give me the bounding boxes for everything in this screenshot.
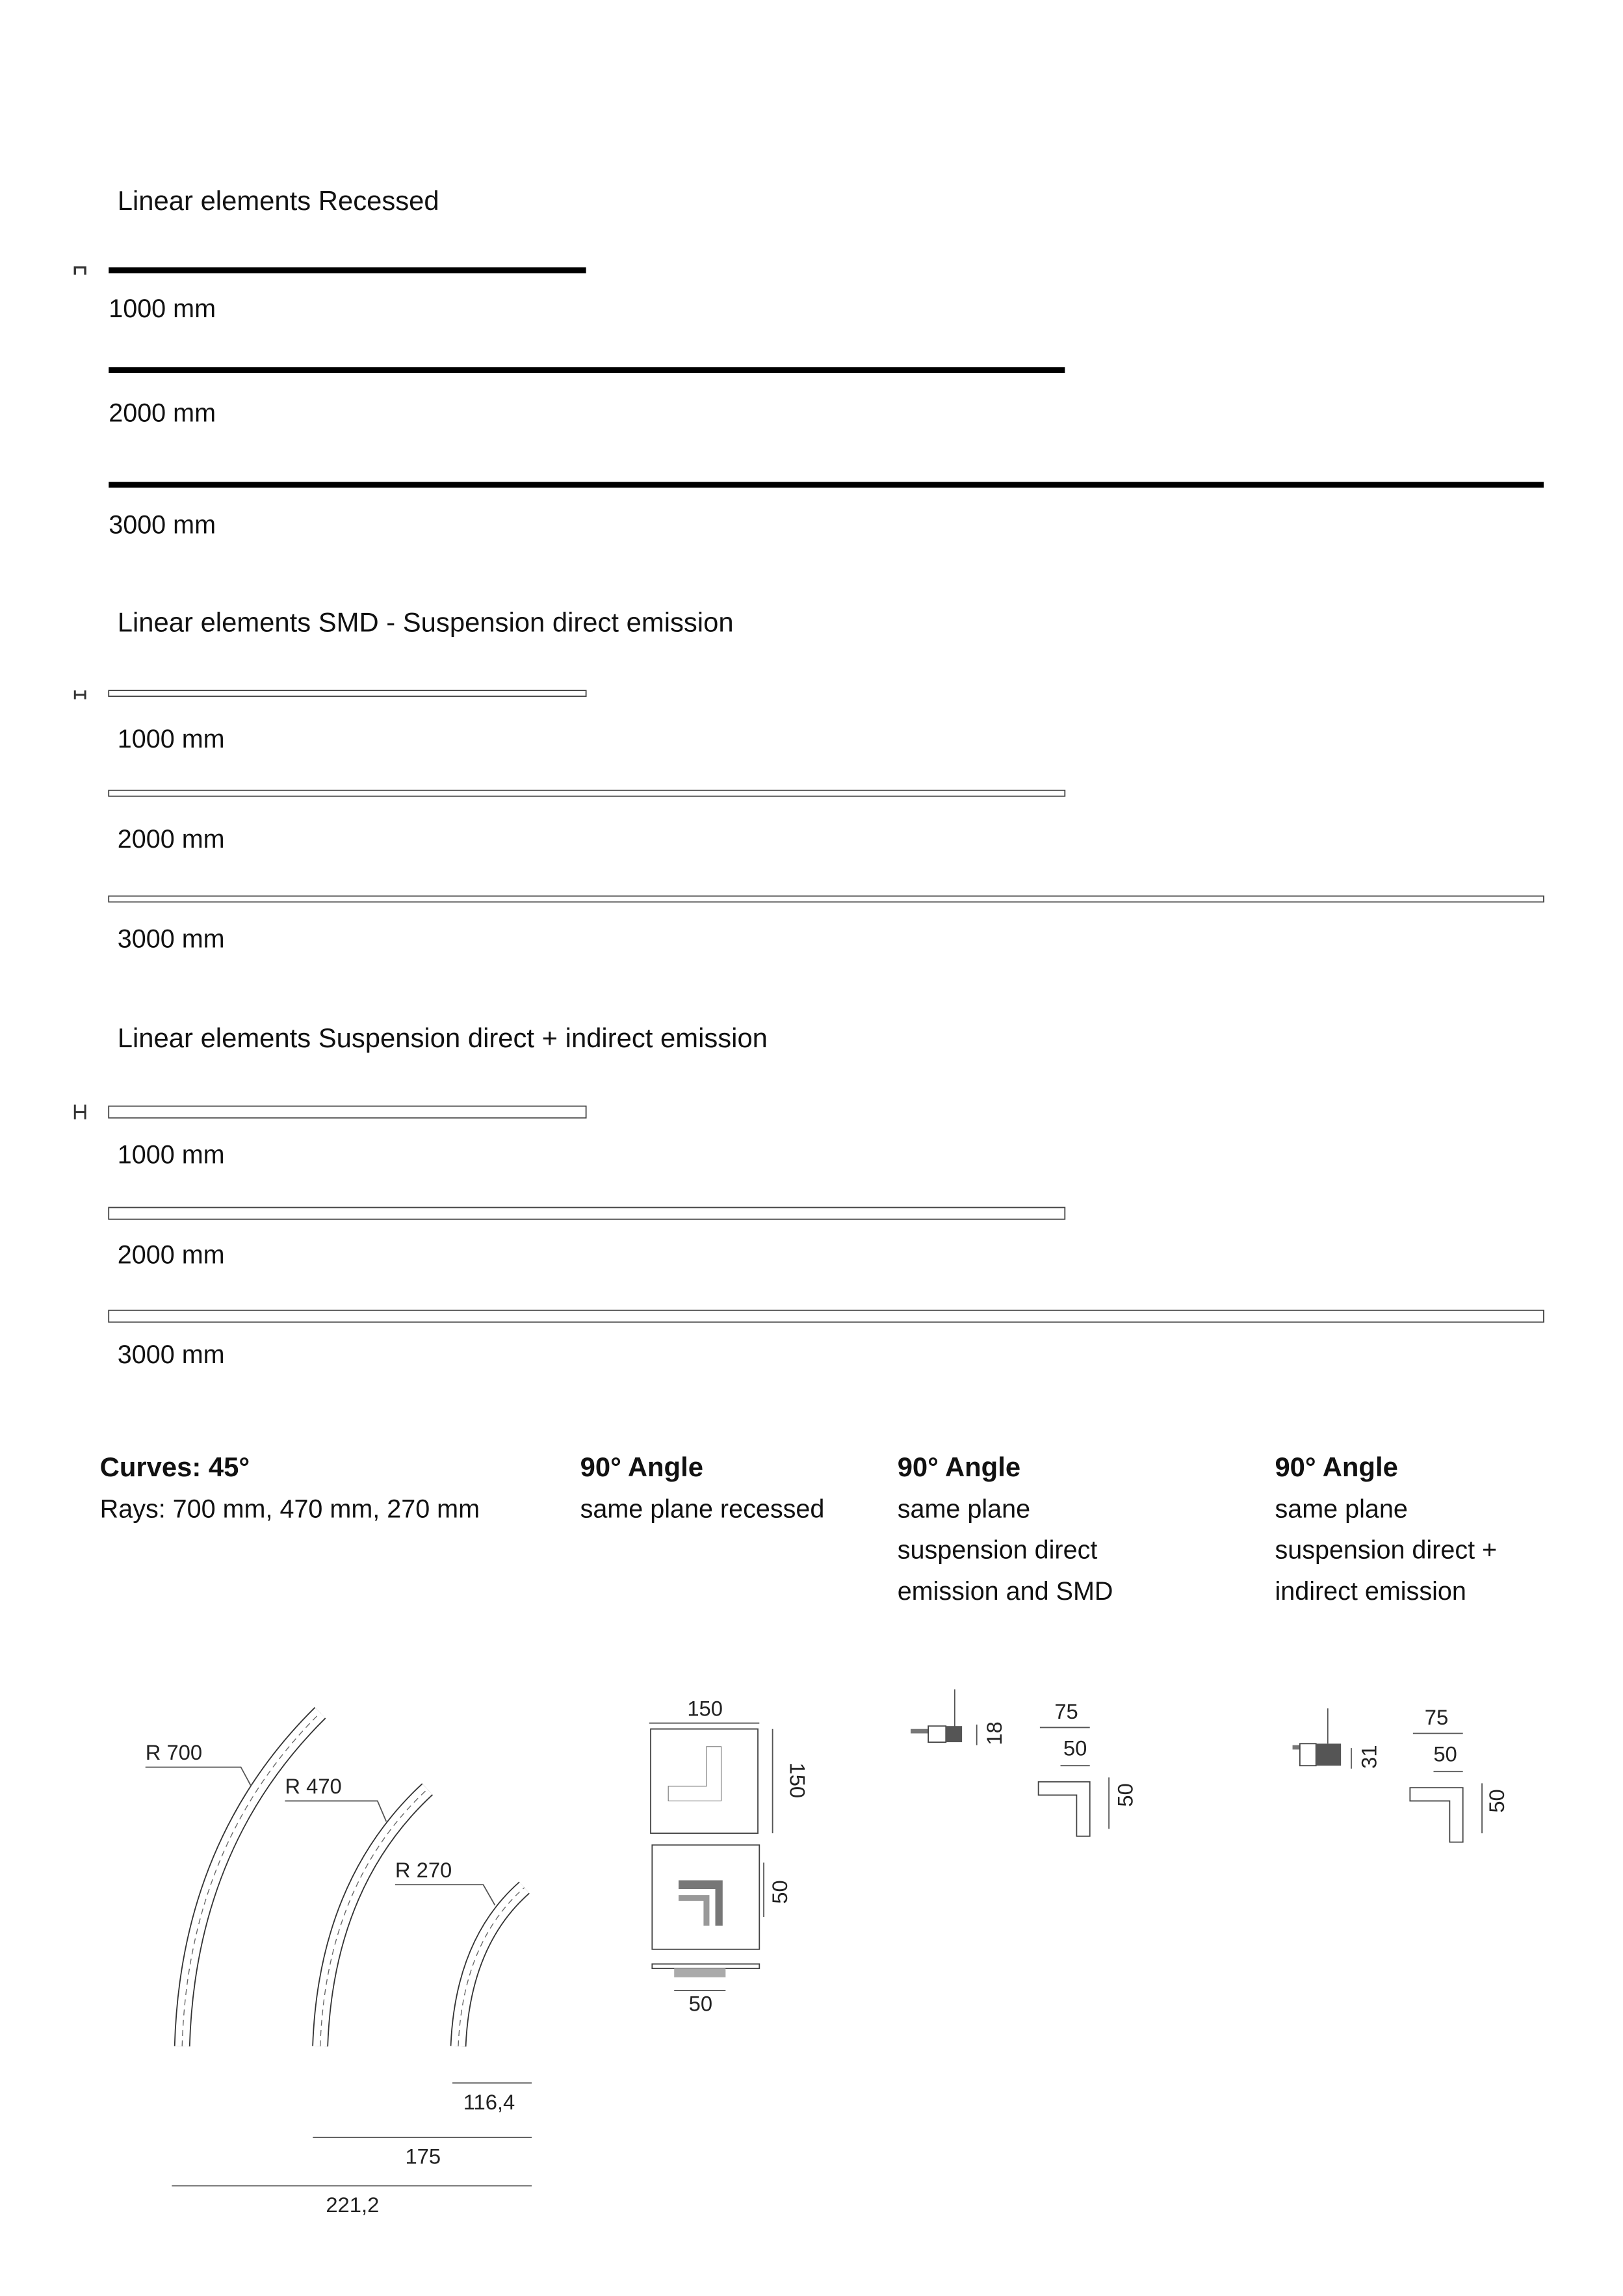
- label-direct-indirect-1000: 1000 mm: [117, 1140, 225, 1169]
- accessory-line: indirect emission: [1275, 1576, 1466, 1606]
- accessory-title: 90° Angle: [897, 1452, 1021, 1483]
- dimension-label: 50: [1113, 1783, 1137, 1807]
- label-smd-1000: 1000 mm: [117, 725, 225, 754]
- dimension-label: 50: [688, 1991, 713, 2016]
- accessory-title: 90° Angle: [1275, 1452, 1398, 1483]
- dimension-label: 150: [687, 1696, 723, 1721]
- dimension-label: 50: [1484, 1789, 1509, 1813]
- curves-drawing: [146, 1713, 532, 2217]
- accessory-angle-smd: [898, 1452, 1113, 1606]
- accessory-line: emission and SMD: [897, 1576, 1113, 1606]
- label-recessed-1000: 1000 mm: [109, 294, 216, 324]
- dimension-label: 150: [785, 1762, 810, 1799]
- curve-r700: [182, 1713, 320, 2046]
- dimension-label: 50: [1063, 1736, 1087, 1760]
- radius-label: R 700: [145, 1740, 203, 1765]
- bar-direct-indirect-1000: [109, 1106, 586, 1118]
- accessory-line: suspension direct: [897, 1535, 1098, 1565]
- label-direct-indirect-3000: 3000 mm: [117, 1340, 225, 1370]
- smd-profile-icon: [75, 690, 85, 699]
- bar-recessed-1000: [109, 267, 586, 273]
- accessory-line: suspension direct +: [1275, 1535, 1498, 1565]
- accessory-angle-direct-indirect: [1275, 1452, 1497, 1606]
- bar-smd-2000: [109, 790, 1065, 796]
- dimension-label: 18: [982, 1721, 1007, 1745]
- angle-recessed-drawing: [649, 1696, 810, 2015]
- accessory-line: same plane: [1275, 1494, 1408, 1524]
- bar-direct-indirect-2000: [109, 1208, 1065, 1220]
- accessory-title: 90° Angle: [580, 1452, 703, 1483]
- bar-recessed-3000: [109, 482, 1544, 488]
- label-smd-3000: 3000 mm: [117, 924, 225, 954]
- section-title-direct-indirect: Linear elements Suspension direct + indirect emission: [117, 1023, 768, 1054]
- accessory-line: same plane recessed: [580, 1494, 825, 1524]
- section-title-recessed: Linear elements Recessed: [117, 185, 439, 216]
- radius-label: R 270: [395, 1857, 452, 1882]
- curve-r470: [320, 1789, 428, 2046]
- dimension-label: 75: [1054, 1699, 1078, 1723]
- direct-indirect-profile-icon: [75, 1104, 85, 1119]
- accessory-title: Curves: 45°: [99, 1452, 250, 1483]
- accessory-line: Rays: 700 mm, 470 mm, 270 mm: [99, 1494, 480, 1524]
- accessory-line: same plane: [897, 1494, 1031, 1524]
- dimension-label: 221,2: [326, 2193, 380, 2217]
- dimension-label: 50: [1433, 1742, 1457, 1766]
- section-title-smd: Linear elements SMD - Suspension direct emission: [117, 607, 734, 638]
- label-recessed-2000: 2000 mm: [109, 398, 216, 428]
- label-smd-2000: 2000 mm: [117, 824, 225, 854]
- bar-smd-3000: [109, 896, 1544, 902]
- dimension-label: 75: [1424, 1704, 1449, 1729]
- dimension-label: 116,4: [463, 2089, 515, 2114]
- accessory-curves: [100, 1452, 480, 1523]
- radius-label: R 470: [285, 1774, 342, 1799]
- curve-r270: [458, 1888, 525, 2046]
- bar-recessed-2000: [109, 367, 1065, 373]
- dimension-label: 31: [1357, 1745, 1381, 1769]
- angle-smd-drawing: [911, 1689, 1137, 1836]
- dimension-label: 50: [768, 1880, 792, 1904]
- recessed-profile-icon: [75, 267, 85, 274]
- label-direct-indirect-2000: 2000 mm: [117, 1240, 225, 1270]
- label-recessed-3000: 3000 mm: [109, 510, 216, 540]
- bar-smd-1000: [109, 690, 586, 696]
- bar-direct-indirect-3000: [109, 1311, 1544, 1322]
- accessory-angle-recessed: [580, 1452, 825, 1523]
- dimension-label: 175: [405, 2144, 441, 2169]
- angle-direct-indirect-drawing: [1293, 1705, 1509, 1842]
